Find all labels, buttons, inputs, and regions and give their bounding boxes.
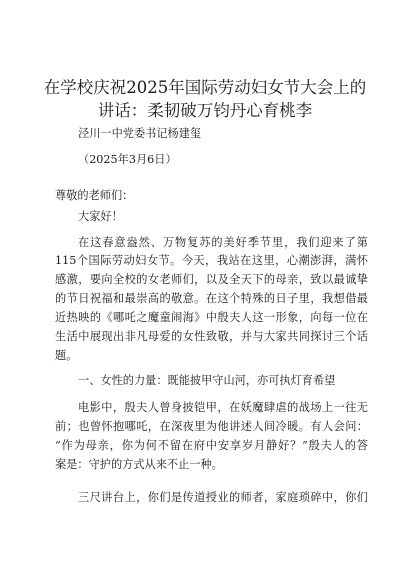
para1-line: 的节日祝福和最崇高的敬意。在这个特殊的日子里，我想借最 (55, 292, 368, 305)
para3-line: 三尺讲台上，你们是传道授业的师者，家庭琐碎中，你们 (78, 491, 368, 504)
document-title (30, 76, 380, 122)
title-line-1: 在学校庆祝2025年国际劳动妇女节大会上的 (43, 78, 367, 97)
section-heading: 一、女性的力量：既能披甲守山河，亦可执灯育希望 (78, 374, 336, 387)
para2-line: 电影中，殷夫人曾身披铠甲，在妖魔肆虐的战场上一往无 (78, 401, 368, 414)
title-line-2: 讲话：柔韧破万钧丹心育桃李 (97, 101, 313, 120)
para2-line: 前；也曾怀抱哪吒，在深夜里为他讲述人间冷暖。有人会问： (55, 420, 368, 433)
salutation: 尊敬的老师们： (55, 189, 134, 202)
para1-line: 115个国际劳动妇女节。今天，我站在这里，心潮澎湃，满怀 (55, 254, 368, 267)
date-line: （2025年3月6日） (78, 153, 177, 166)
para1-line: 题。 (55, 349, 78, 362)
para2-line: 案是：守护的方式从来不止一种。 (55, 458, 223, 471)
greeting: 大家好！ (78, 210, 123, 223)
para1-line: 生活中展现出非凡母爱的女性致敬，并与大家共同探讨三个话 (55, 330, 368, 343)
author-line: 泾川一中党委书记杨建玺 (78, 127, 202, 140)
para2-line: “作为母亲，你为何不留在府中安享岁月静好？”殷夫人的答 (55, 439, 368, 452)
para1-line: 近热映的《哪吒之魔童闹海》中殷夫人这一形象，向每一位在 (55, 311, 368, 324)
para1-line: 感激，要向全校的女老师们，以及全天下的母亲，致以最诚挚 (55, 273, 368, 286)
para1-line: 在这春意盎然、万物复苏的美好季节里，我们迎来了第 (78, 236, 368, 249)
